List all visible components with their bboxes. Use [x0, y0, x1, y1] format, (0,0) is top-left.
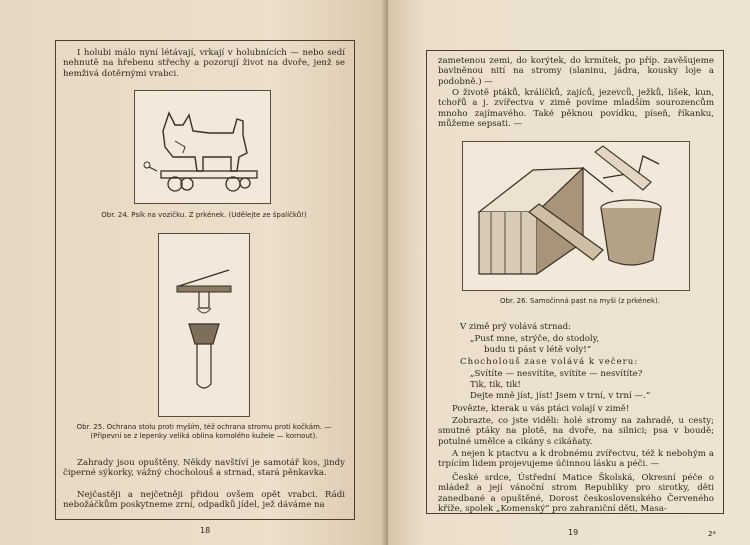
right-paragraph-organizations: České srdce, Ústřední Matice Školská, Okresní péče o mládež a její vánoční strom Republiky pro sirotky, děti zanedbané a opuštěné, Dorost československého Červeného kříže, spolek „Komenský“ pro zahraniční děti, Masa-	[438, 473, 714, 515]
verse-1-intro: V zimě prý volává strnad:	[460, 322, 572, 332]
right-page	[388, 0, 750, 545]
dog-cart-drawing	[135, 91, 270, 203]
figure-24-dog-on-cart	[134, 90, 271, 204]
right-paragraph-feeding: zametenou zemi, do korýtek, do krmítek, po příp. zavěšujeme bavlněnou nití na stromy (slaninu, jádra, kousky loje a podobně.) —	[438, 56, 714, 87]
table-cone-drawing	[159, 234, 249, 416]
printer-signature-mark: 2*	[708, 530, 716, 538]
right-paragraph-tell: Povězte, kterak u vás ptáci volají v zimě!	[452, 404, 630, 414]
figure-25-caption: Obr. 25. Ochrana stolu proti myším, též ochrana stromu proti kočkám. — (Připevní se z lepenky veliká oblina komolého kužele — kornout).	[76, 423, 332, 440]
figure-26-caption: Obr. 26. Samočinná past na myši (z prkének).	[500, 297, 660, 305]
verse-2-line-3: Dejte mně jíst, jíst! Jsem v trní, v trní —.“	[470, 391, 651, 401]
figure-25-table-protection	[158, 233, 250, 417]
right-page-number: 19	[568, 528, 579, 537]
figure-24-caption: Obr. 24. Psík na vozíčku. Z prkének. (Udělejte ze špalíčků!)	[101, 211, 307, 219]
right-paragraph-animals: O životě ptáků, králíčků, zajíců, jezevců, ježků, lišek, kun, tchořů a j. zvířectva v zimě povíme mladším sourozencům mnoho zajímavého. Také pěknou povídku, píseň, říkanku, můžeme sepsati. —	[438, 88, 714, 130]
right-paragraph-care: A nejen k ptactvu a k drobnému zvířectvu, též k nebohým a trpícím lidem projevujeme účinnou lásku a péči. —	[438, 449, 714, 470]
verse-2-line-1: „Svítíte — nesvítíte, svítíte — nesvítíte?	[470, 369, 643, 379]
mouse-trap-drawing	[463, 142, 689, 290]
left-paragraph-gardens: Zahrady jsou opuštěny. Někdy navštíví je samotář kos, jindy čiperné sýkorky, vážný chocholouš a strnad, stará pěnkavka.	[63, 458, 345, 479]
left-paragraph-pigeons: I holubi málo nyní létávají, vrkají v holubnících — nebo sedí nehnutě na hřebenu střechy a pozorují život na dvoře, jenž se hemživá dotěrnými vrabci.	[63, 48, 345, 79]
verse-1-line-1: „Pusť mne, strýče, do stodoly,	[470, 334, 600, 344]
verse-2-intro: Chocholouš zase volává k večeru:	[460, 357, 639, 367]
figure-26-mouse-trap	[462, 141, 690, 291]
left-page-number: 18	[200, 526, 211, 535]
verse-2-line-2: Tik, tik, tik!	[470, 380, 521, 390]
right-paragraph-depict: Zobrazte, co jste viděli: holé stromy na zahradě, u cesty; smutné ptáky na plotě, na dvoře, na silnici; psa v boudě; potulné umělce a cikány s cikáňaty.	[438, 416, 714, 447]
verse-1-line-2: budu ti pást v létě voly!“	[484, 345, 592, 355]
left-paragraph-sparrows: Nejčastěji a nejčetněji přidou ovšem opět vrabci. Rádi nebožáčkům poskytneme zrní, odpadků jídel, jež dáváme na	[63, 490, 345, 511]
